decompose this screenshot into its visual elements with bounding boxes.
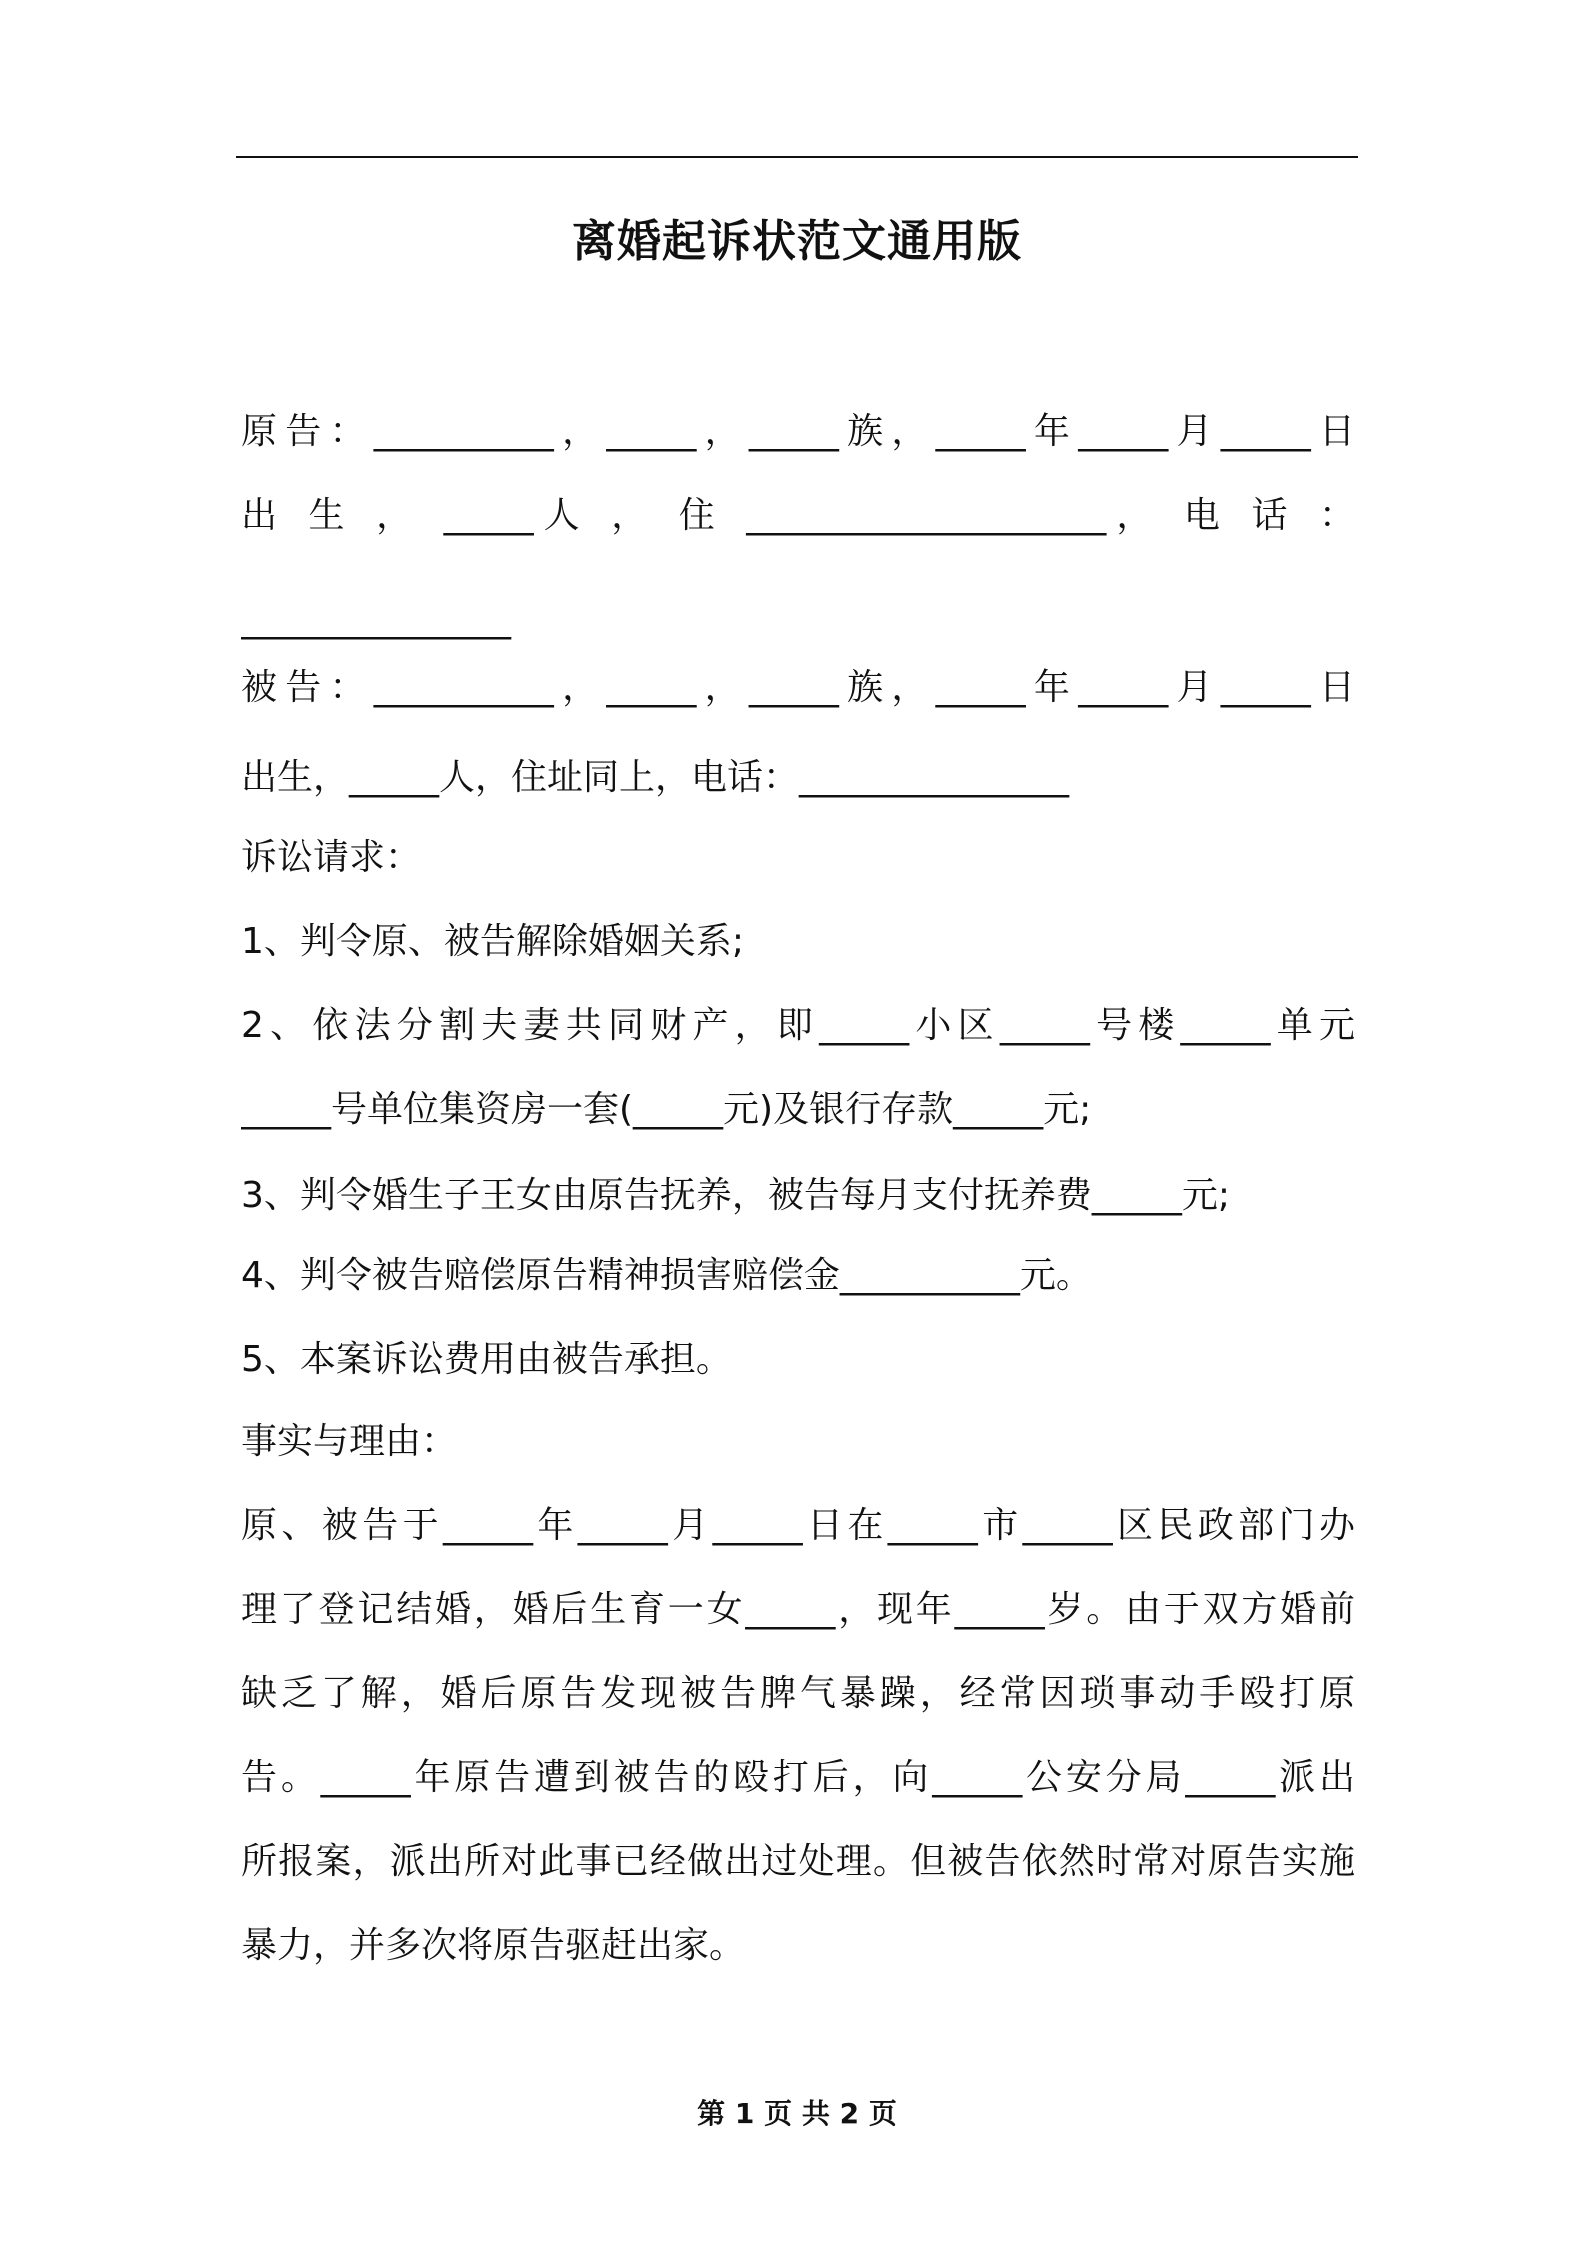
defendant-line-2: 出生，_____人，住址同上，电话：_______________ xyxy=(241,757,1070,798)
plaintiff-line-1: 原告：__________，_____，_____族，_____年_____月_____日 xyxy=(241,411,1355,452)
claim-item-5: 5、本案诉讼费用由被告承担。 xyxy=(241,1339,732,1380)
claim-item-3: 3、判令婚生子王女由原告抚养，被告每月支付抚养费_____元; xyxy=(241,1175,1231,1216)
facts-line-2: 理了登记结婚，婚后生育一女_____，现年_____岁。由于双方婚前 xyxy=(241,1589,1355,1630)
claim-item-2-line-1: 2、依法分割夫妻共同财产，即_____小区_____号楼_____单元 xyxy=(241,1005,1355,1046)
header-rule xyxy=(236,156,1358,158)
plaintiff-line-3: _______________ xyxy=(241,599,511,640)
facts-line-5: 所报案，派出所对此事已经做出过处理。但被告依然时常对原告实施 xyxy=(241,1841,1355,1882)
facts-line-1: 原、被告于_____年_____月_____日在_____市_____区民政部门办 xyxy=(241,1505,1355,1546)
facts-line-6: 暴力，并多次将原告驱赶出家。 xyxy=(241,1925,746,1966)
document-title: 离婚起诉状范文通用版 xyxy=(572,216,1022,267)
claim-item-2-line-2: _____号单位集资房一套(_____元)及银行存款_____元; xyxy=(241,1089,1092,1130)
plaintiff-line-2: 出 生 ， _____人 ， 住 ____________________， 电 话 ： xyxy=(241,495,1355,536)
facts-line-3: 缺乏了解，婚后原告发现被告脾气暴躁，经常因琐事动手殴打原 xyxy=(241,1673,1355,1714)
claim-item-4: 4、判令被告赔偿原告精神损害赔偿金__________元。 xyxy=(241,1255,1092,1296)
facts-line-4: 告。_____年原告遭到被告的殴打后，向_____公安分局_____派出 xyxy=(241,1757,1355,1798)
facts-heading: 事实与理由： xyxy=(241,1421,458,1462)
page-footer: 第 1 页 共 2 页 xyxy=(697,2097,897,2130)
defendant-line-1: 被告：__________，_____，_____族，_____年_____月_____日 xyxy=(241,667,1355,708)
claim-item-1: 1、判令原、被告解除婚姻关系; xyxy=(241,921,745,962)
claims-heading: 诉讼请求： xyxy=(241,837,422,878)
